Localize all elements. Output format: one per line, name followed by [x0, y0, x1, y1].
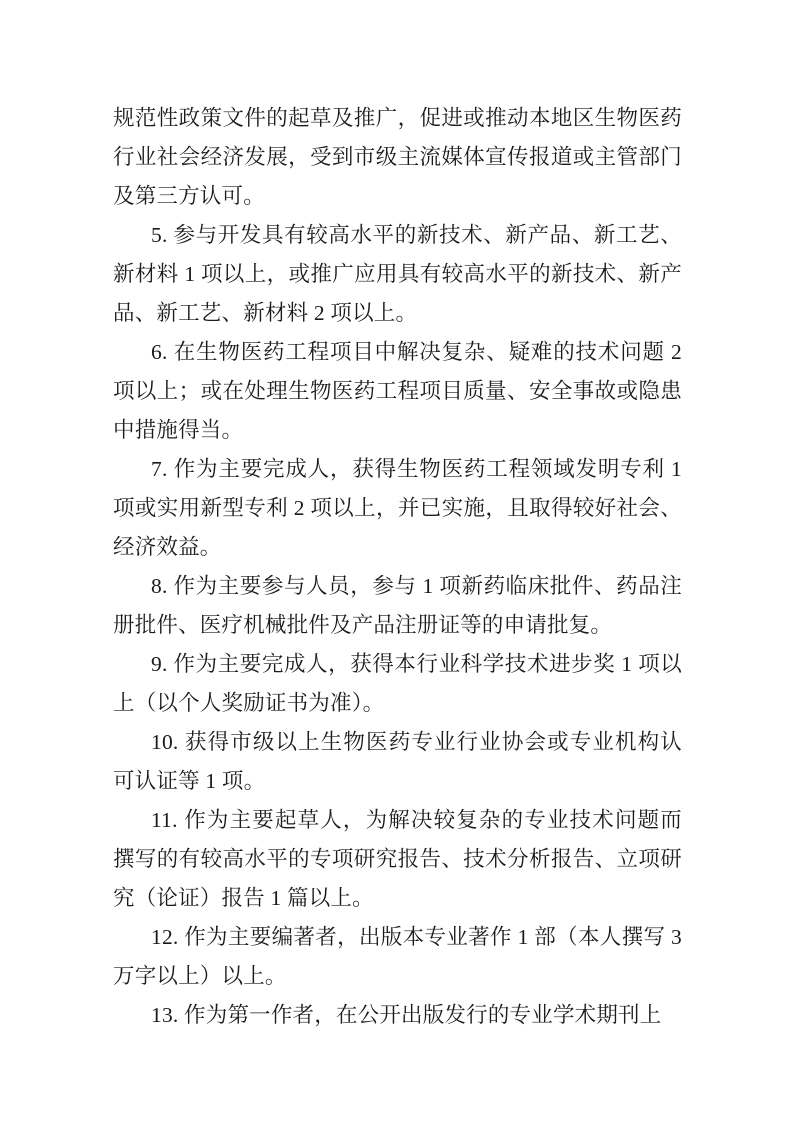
list-item-10: 10. 获得市级以上生物医药专业行业协会或专业机构认可认证等 1 项。: [113, 730, 682, 793]
paragraph-continuation: 规范性政策文件的起草及推广，促进或推动本地区生物医药行业社会经济发展，受到市级主流媒体宣传报道或主管部门及第三方认可。: [113, 106, 682, 208]
document-text-block: [113, 99, 682, 1035]
list-item-8: 8. 作为主要参与人员，参与 1 项新药临床批件、药品注册批件、医疗机械批件及产品注册证等的申请批复。: [113, 574, 682, 637]
list-item-7: 7. 作为主要完成人，获得生物医药工程领域发明专利 1 项或实用新型专利 2 项以上，并已实施，且取得较好社会、经济效益。: [113, 457, 682, 559]
list-item-9: 9. 作为主要完成人，获得本行业科学技术进步奖 1 项以上（以个人奖励证书为准）。: [113, 652, 682, 715]
list-item-6: 6. 在生物医药工程项目中解决复杂、疑难的技术问题 2 项以上；或在处理生物医药工程项目质量、安全事故或隐患中措施得当。: [113, 340, 682, 442]
list-item-5: 5. 参与开发具有较高水平的新技术、新产品、新工艺、新材料 1 项以上，或推广应用具有较高水平的新技术、新产品、新工艺、新材料 2 项以上。: [113, 223, 682, 325]
list-item-13: 13. 作为第一作者，在公开出版发行的专业学术期刊上: [151, 1003, 662, 1027]
list-item-11: 11. 作为主要起草人，为解决较复杂的专业技术问题而撰写的有较高水平的专项研究报告、技术分析报告、立项研究（论证）报告 1 篇以上。: [113, 808, 682, 910]
list-item-12: 12. 作为主要编著者，出版本专业著作 1 部（本人撰写 3 万字以上）以上。: [113, 925, 682, 988]
